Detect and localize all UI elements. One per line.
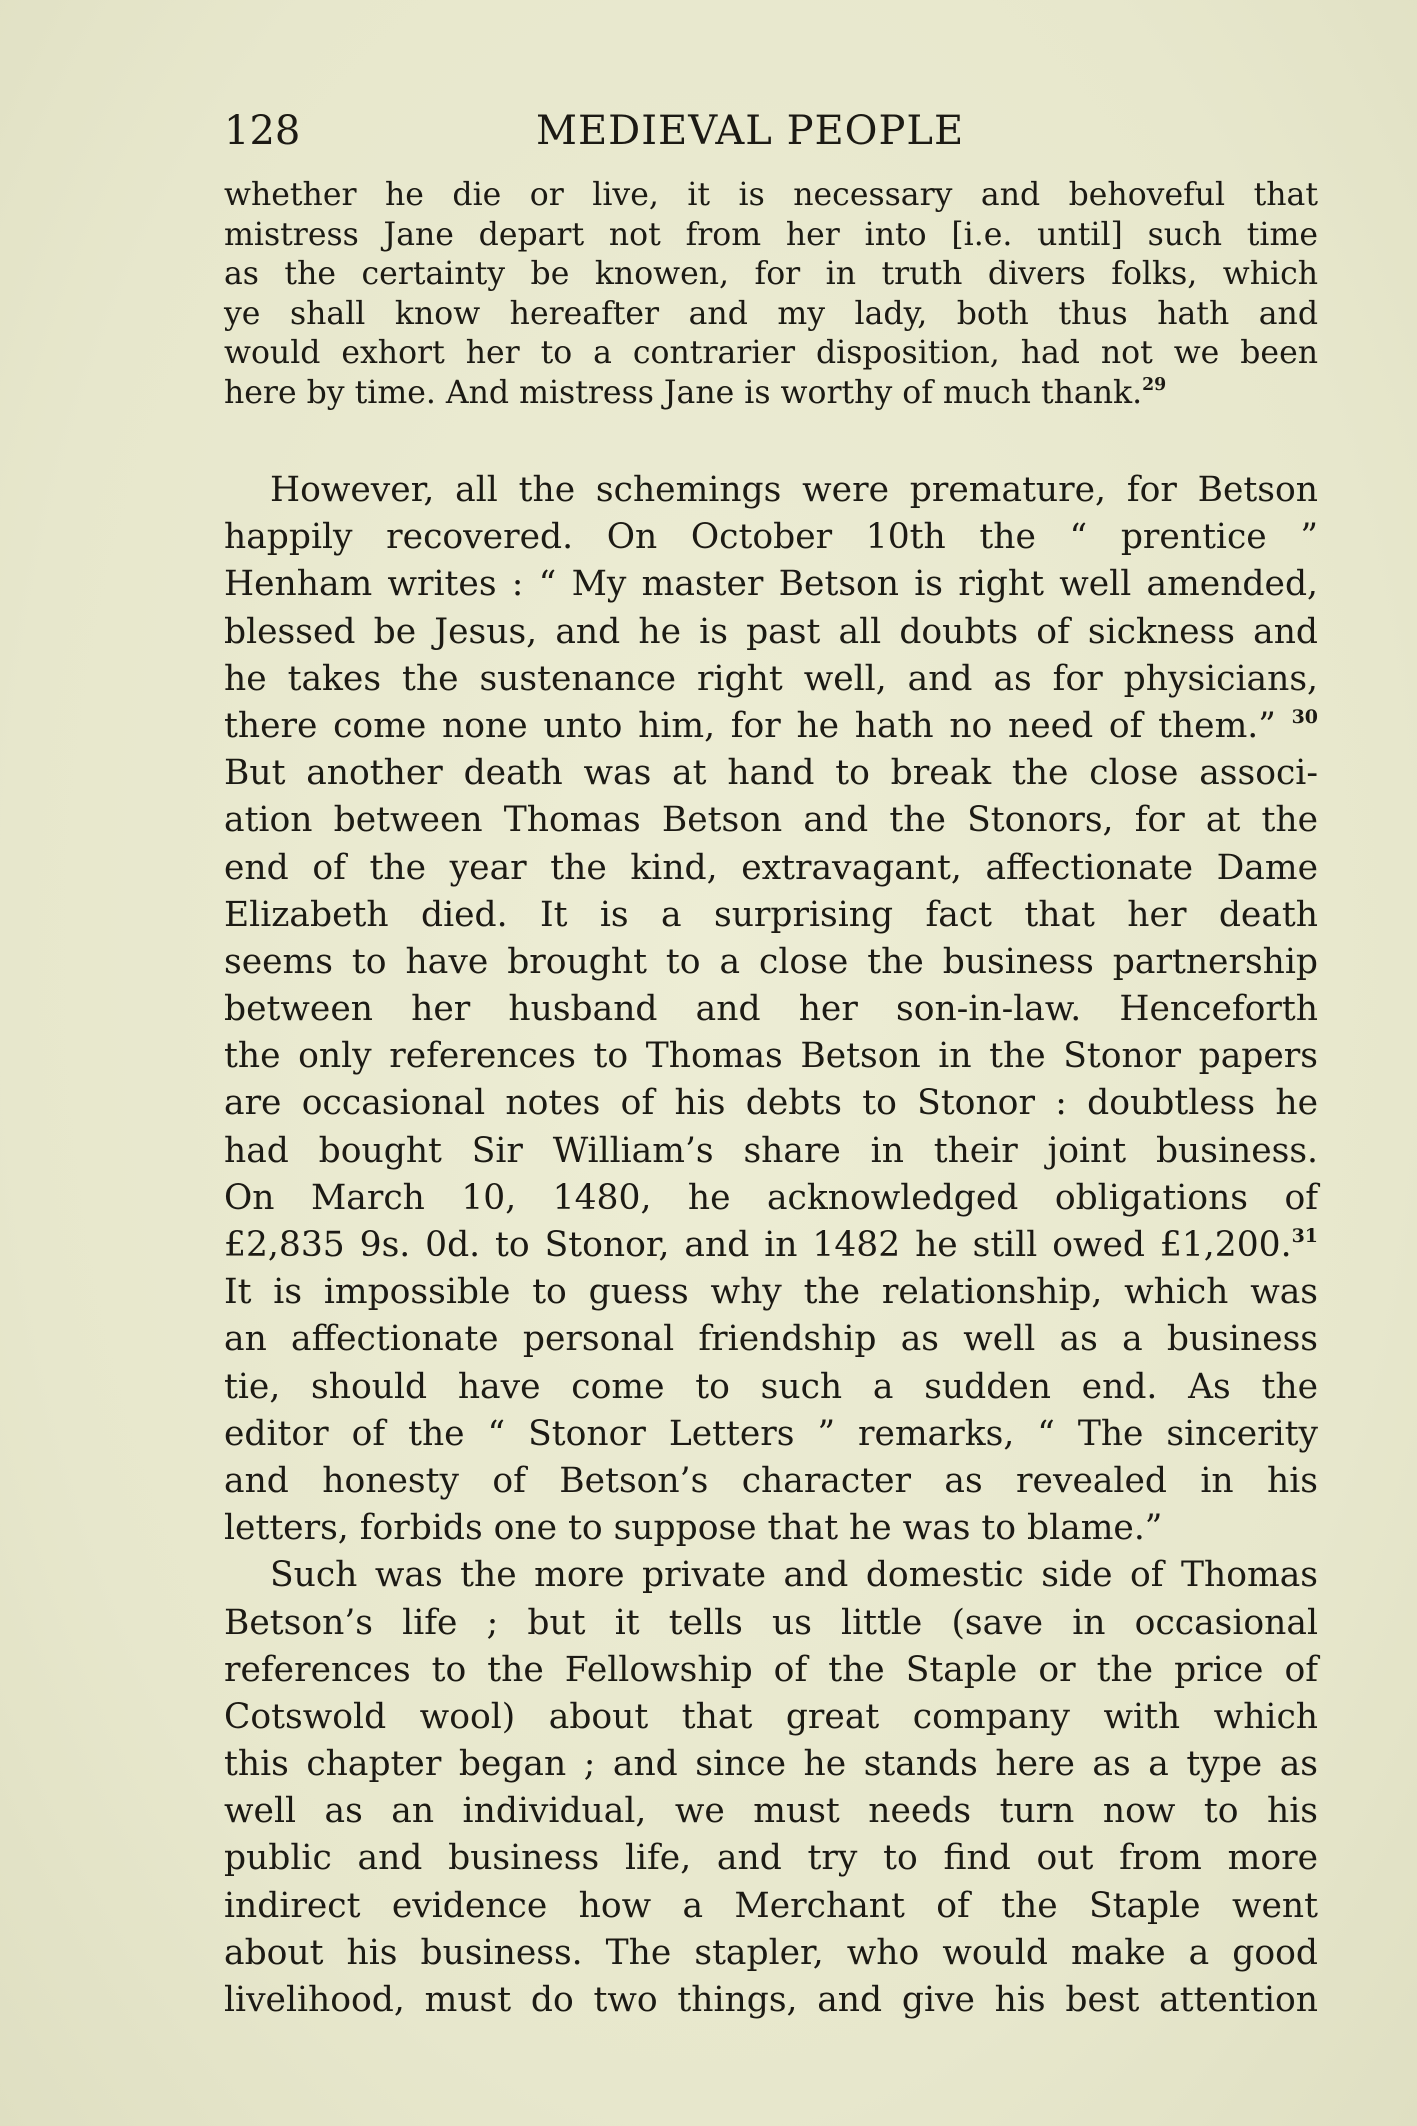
paragraph-line: livelihood, must do two things, and give his best attention	[224, 1980, 1318, 2020]
paragraph-line: happily recovered. On October 10th the “ prentice ”	[224, 517, 1318, 558]
paragraph-line: and honesty of Betson’s character as revealed in his	[224, 1460, 1318, 1501]
paragraph-line: It is impossible to guess why the relationship, which was	[224, 1272, 1318, 1313]
paragraph-line: this chapter began ; and since he stands here as a type as	[224, 1744, 1318, 1785]
paragraph-line: well as an individual, we must needs turn now to his	[224, 1791, 1318, 1832]
paragraph-line: tie, should have come to such a sudden end. As the	[224, 1366, 1318, 1407]
footnote-ref: 30	[1291, 705, 1319, 728]
paragraph-line: Cotswold wool) about that great company with which	[224, 1696, 1318, 1737]
paragraph-line: ation between Thomas Betson and the Stonors, for at the	[224, 800, 1318, 841]
paragraph-line: he takes the sustenance right well, and as for physicians,	[224, 658, 1318, 699]
paragraph-line: seems to have brought to a close the business partnership	[224, 941, 1318, 982]
paragraph-line: blessed be Jesus, and he is past all doubts of sickness and	[224, 611, 1318, 652]
paragraph-line: references to the Fellowship of the Staple or the price of	[224, 1649, 1318, 1690]
paragraph-line: Betson’s life ; but it tells us little (save in occasional	[224, 1602, 1318, 1643]
paragraph-line-text: £2,835 9s. 0d. to Stonor, and in 1482 he still owed £1,200.	[224, 1225, 1292, 1265]
quote-line: as the certainty be knowen, for in truth divers folks, which	[224, 256, 1318, 292]
paragraph-line	[224, 1222, 1318, 1269]
paragraph-line: public and business life, and try to find out from more	[224, 1838, 1318, 1879]
running-head	[224, 108, 1324, 158]
paragraph-line: are occasional notes of his debts to Stonor : doubtless he	[224, 1083, 1318, 1124]
quote-line: whether he die or live, it is necessary and behoveful that	[224, 177, 1318, 213]
paragraph-line: indirect evidence how a Merchant of the Staple went	[224, 1885, 1318, 1926]
paragraph-line	[224, 703, 1318, 750]
quote-line: ye shall know hereafter and my lady, both thus hath and	[224, 295, 1318, 332]
paragraph-line: an affectionate personal friendship as well as a business	[224, 1319, 1318, 1360]
paragraph-line: Henham writes : “ My master Betson is right well amended,	[224, 564, 1318, 605]
paragraph-line: letters, forbids one to suppose that he was to blame.”	[224, 1508, 1163, 1549]
paragraph-line-text: there come none unto him, for he hath no need of them.”	[224, 705, 1276, 746]
quote-line-last	[224, 374, 1318, 414]
quote-line-text: here by time. And mistress Jane is worthy of much thank.	[224, 374, 1143, 411]
footnote-ref: 29	[1142, 374, 1167, 395]
paragraph-line: Such was the more private and domestic side of Thomas	[270, 1555, 1318, 1596]
paragraph-line: editor of the “ Stonor Letters ” remarks, “ The sincerity	[224, 1413, 1318, 1454]
paragraph-line: Elizabeth died. It is a surprising fact that her death	[224, 894, 1318, 935]
running-title: MEDIEVAL PEOPLE	[536, 108, 965, 154]
paragraph-line: But another death was at hand to break the close associ-	[224, 753, 1318, 794]
paragraph-line: about his business. The stapler, who would make a good	[224, 1932, 1318, 1973]
paragraph-line: end of the year the kind, extravagant, affectionate Dame	[224, 847, 1318, 888]
paragraph-line: between her husband and her son-in-law. Henceforth	[224, 989, 1318, 1030]
paragraph-line: However, all the schemings were premature, for Betson	[270, 470, 1318, 510]
footnote-ref: 31	[1291, 1224, 1318, 1247]
quote-line: mistress Jane depart not from her into [i.e. until] such time	[224, 216, 1318, 253]
paragraph-line: On March 10, 1480, he acknowledged obligations of	[224, 1177, 1318, 1218]
page-number: 128	[224, 108, 301, 154]
paragraph-line: the only references to Thomas Betson in the Stonor papers	[224, 1036, 1318, 1077]
block-quote	[224, 176, 1318, 413]
quote-line: would exhort her to a contrarier disposition, had not we been	[224, 335, 1318, 371]
paragraph-line: had bought Sir William’s share in their joint business.	[224, 1130, 1318, 1171]
body-text	[224, 467, 1318, 2024]
